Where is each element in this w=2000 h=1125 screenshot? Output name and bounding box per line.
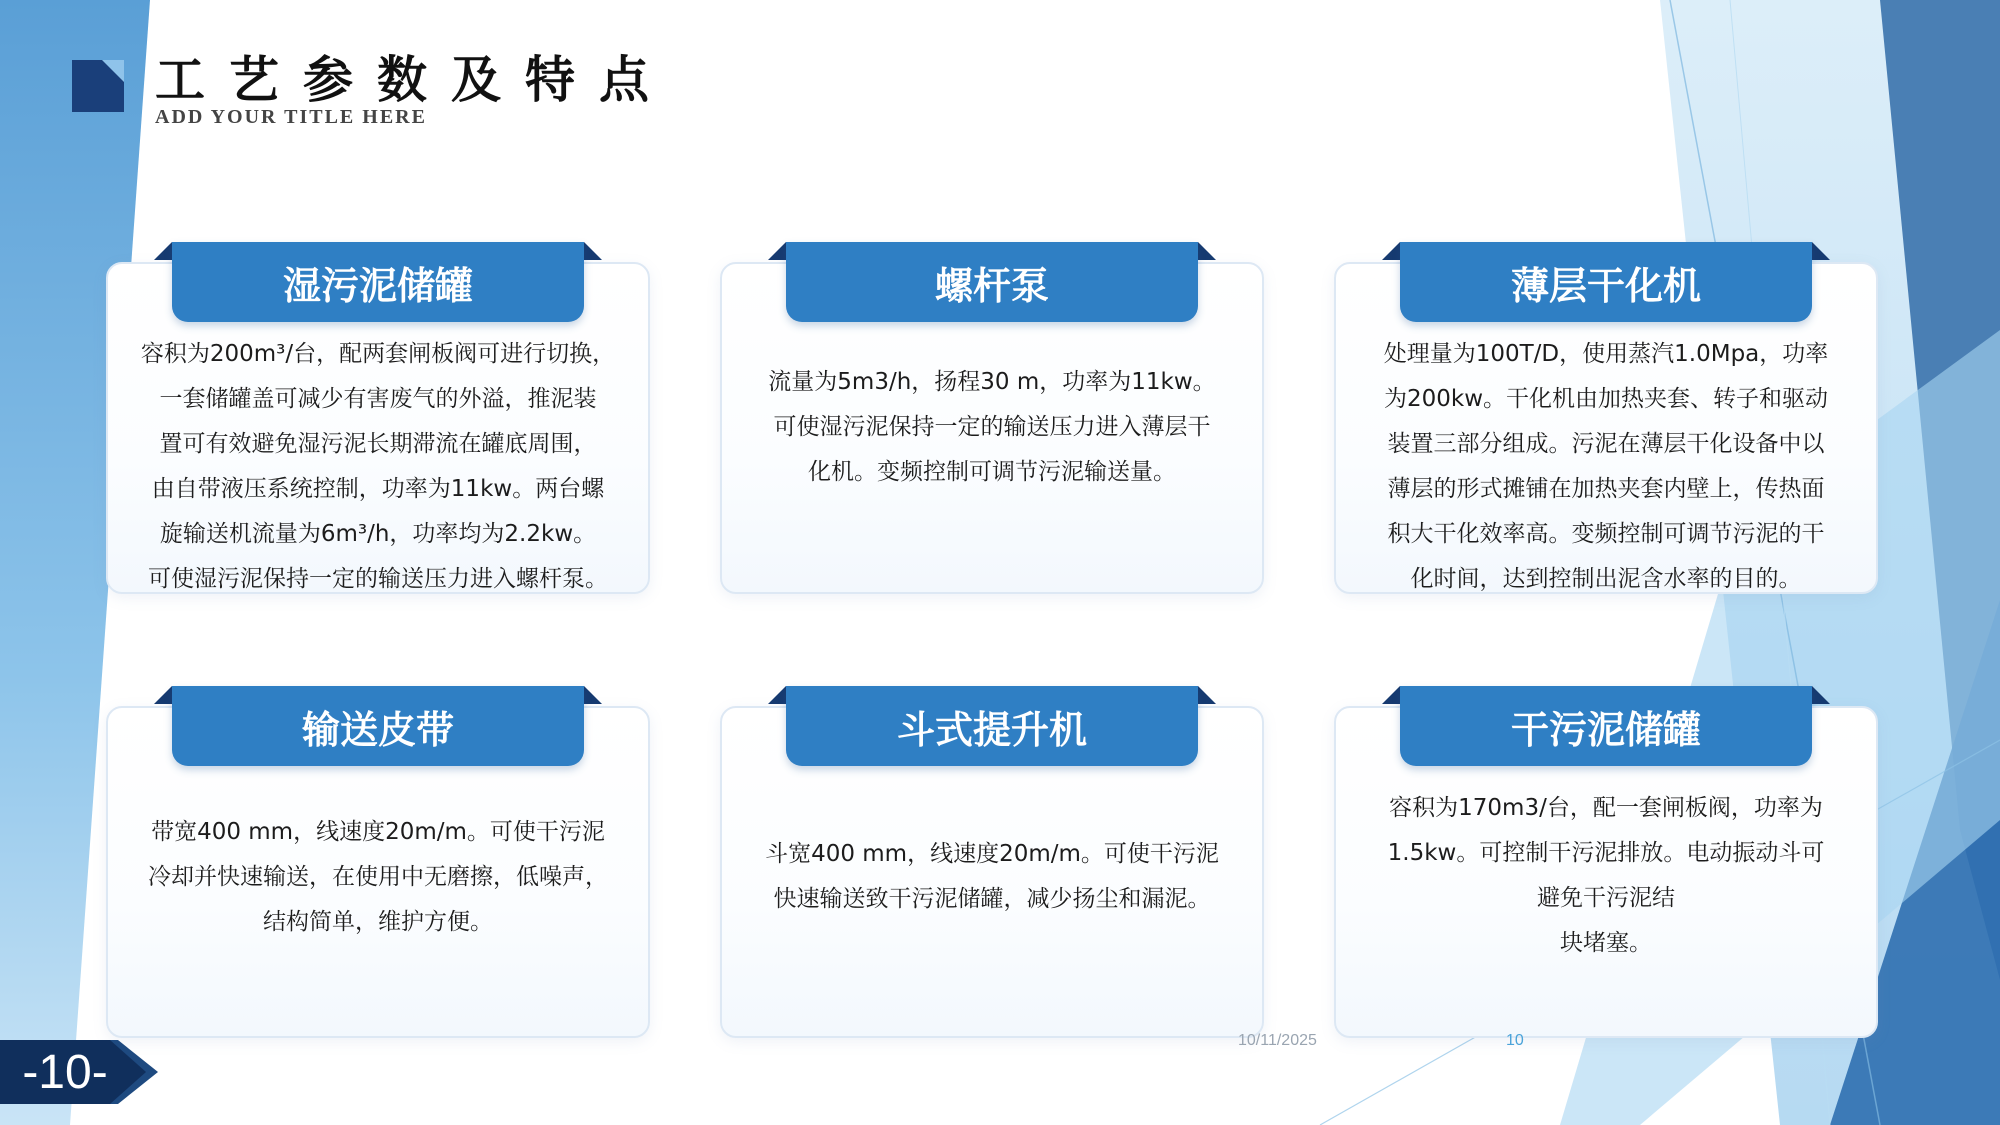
card-wet-sludge-tank: [106, 242, 650, 594]
card-description: [148, 810, 608, 945]
card-line: 可使湿污泥保持一定的输送压力进入螺杆泵。: [148, 566, 608, 592]
card-line: 处理量为100T/D，使用蒸汽1.0Mpa，功率: [1383, 341, 1829, 367]
card-title: 斗式提升机: [896, 707, 1087, 752]
card-line: 斗宽400 mm，线速度20m/m。可使干污泥: [765, 841, 1219, 867]
ribbon-fold-right: [584, 242, 602, 260]
card-dry-sludge-tank: [1334, 686, 1878, 1038]
logo-square-icon: [72, 60, 124, 112]
card-line: 化机。变频控制可调节污泥输送量。: [807, 459, 1176, 485]
card-title: 湿污泥储罐: [282, 263, 473, 308]
card-line: 避免干污泥结: [1537, 885, 1675, 911]
card-title-ribbon: [1400, 242, 1812, 322]
ribbon-fold-left: [768, 686, 786, 704]
card-description: [768, 360, 1215, 495]
ribbon-fold-left: [154, 686, 172, 704]
ribbon-fold-left: [768, 242, 786, 260]
ribbon-fold-right: [1198, 242, 1216, 260]
card-title: 干污泥储罐: [1510, 707, 1701, 752]
card-description: [765, 832, 1219, 922]
card-line: 可使湿污泥保持一定的输送压力进入薄层干: [773, 414, 1211, 440]
page-title: 工艺参数及特点: [155, 50, 673, 109]
card-screw-pump: [720, 242, 1264, 594]
card-conveyor-belt: [106, 686, 650, 1038]
card-line: 块堵塞。: [1560, 930, 1652, 956]
card-line: 由自带液压系统控制，功率为11kw。两台螺: [151, 476, 605, 502]
card-description: [141, 332, 615, 602]
card-line: 容积为170m3/台，配一套闸板阀，功率为: [1389, 795, 1823, 821]
card-body: [120, 810, 636, 1018]
card-line: 容积为200m³/台，配两套闸板阀可进行切换，: [140, 341, 616, 367]
card-description: [1384, 332, 1829, 602]
ribbon-fold-right: [584, 686, 602, 704]
card-line: 流量为5m3/h，扬程30 m，功率为11kw。: [768, 369, 1216, 395]
card-line: 一套储罐盖可减少有害废气的外溢，推泥装: [159, 386, 597, 412]
card-title-ribbon: [172, 686, 584, 766]
card-line: 旋输送机流量为6m³/h，功率均为2.2kw。: [159, 521, 597, 547]
card-body: [734, 360, 1250, 574]
card-title-ribbon: [1400, 686, 1812, 766]
ribbon-fold-right: [1812, 242, 1830, 260]
page-number-label: -10-: [22, 1045, 108, 1099]
card-title: 输送皮带: [301, 707, 454, 752]
ribbon-fold-left: [1382, 686, 1400, 704]
card-title-ribbon: [786, 686, 1198, 766]
card-title-ribbon: [786, 242, 1198, 322]
ribbon-fold-right: [1198, 686, 1216, 704]
card-line: 冷却并快速输送，在使用中无磨擦，低噪声，: [148, 864, 608, 890]
card-bucket-elevator: [720, 686, 1264, 1038]
ribbon-fold-right: [1812, 686, 1830, 704]
card-body: [1348, 786, 1864, 1018]
footer-slide-number: 10: [1506, 1032, 1524, 1049]
card-title: 薄层干化机: [1510, 263, 1701, 308]
card-line: 为200kw。干化机由加热夹套、转子和驱动: [1383, 386, 1829, 412]
footer-date: 10/11/2025: [1238, 1032, 1317, 1049]
card-line: 带宽400 mm，线速度20m/m。可使干污泥: [151, 819, 605, 845]
card-line: 化时间，达到控制出泥含水率的目的。: [1410, 566, 1802, 592]
ribbon-fold-left: [154, 242, 172, 260]
card-line: 结构简单，维护方便。: [263, 909, 493, 935]
card-line: 装置三部分组成。污泥在薄层干化设备中以: [1387, 431, 1825, 457]
card-body: [120, 332, 636, 592]
card-thin-film-dryer: [1334, 242, 1878, 594]
card-title: 螺杆泵: [934, 263, 1049, 308]
ribbon-fold-left: [1382, 242, 1400, 260]
card-line: 积大干化效率高。变频控制可调节污泥的干: [1387, 521, 1825, 547]
page-subtitle: ADD YOUR TITLE HERE: [155, 106, 427, 128]
card-line: 薄层的形式摊铺在加热夹套内壁上，传热面: [1387, 476, 1825, 502]
card-line: 快速输送致干污泥储罐，减少扬尘和漏泥。: [773, 886, 1211, 912]
card-description: [1388, 786, 1825, 966]
card-line: 置可有效避免湿污泥长期滞流在罐底周围，: [159, 431, 597, 457]
card-title-ribbon: [172, 242, 584, 322]
card-line: 1.5kw。可控制干污泥排放。电动振动斗可: [1387, 840, 1825, 866]
card-body: [1348, 332, 1864, 592]
card-body: [734, 832, 1250, 1018]
